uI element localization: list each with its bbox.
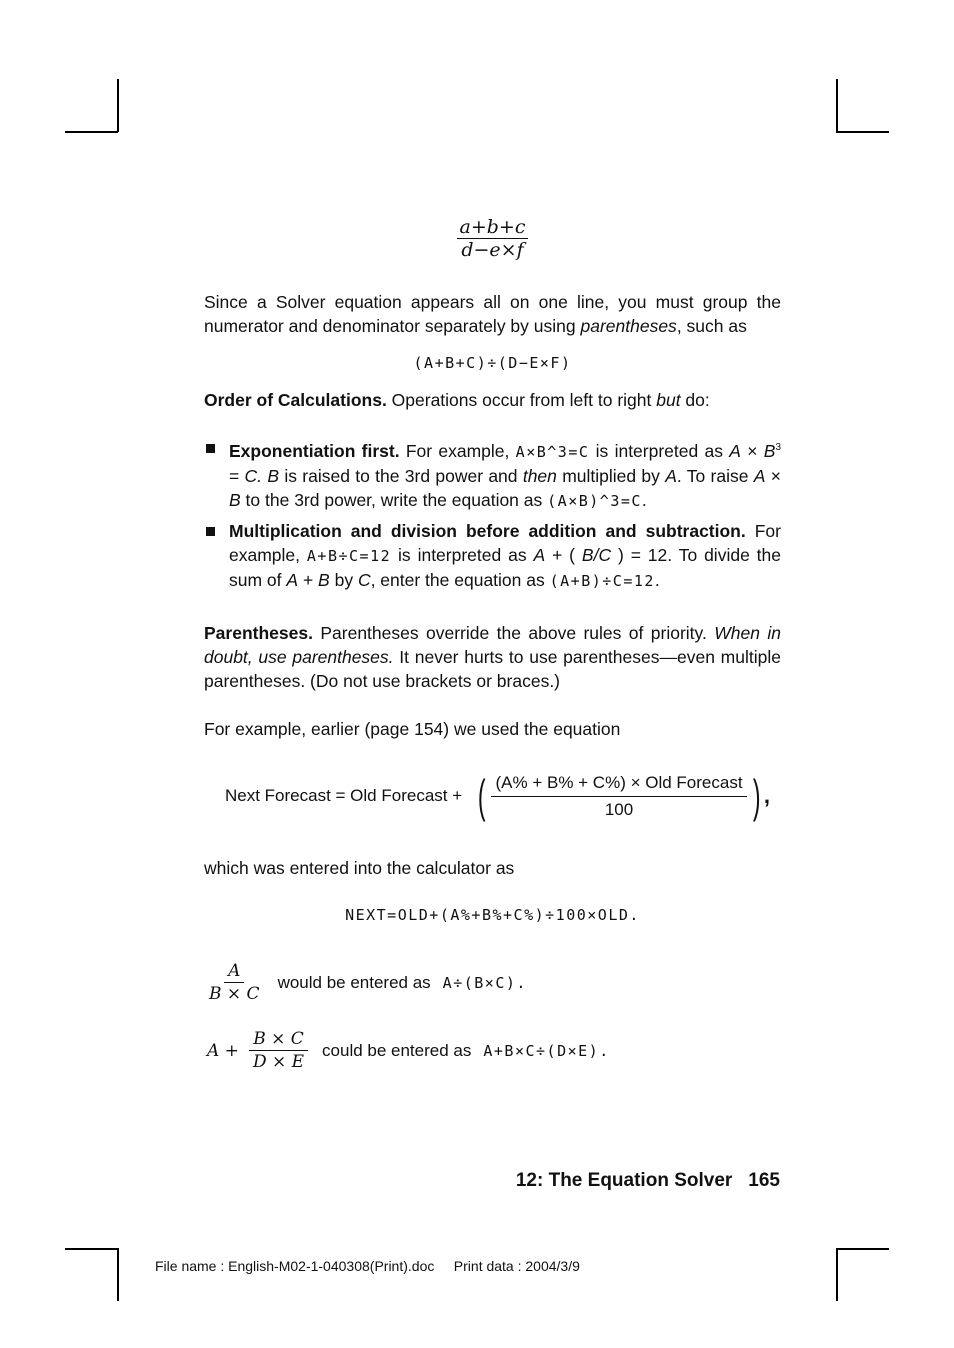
parentheses-heading: Parentheses. bbox=[204, 623, 313, 643]
text: multiplied by bbox=[556, 465, 666, 486]
var: C bbox=[357, 569, 371, 590]
bullet-square-icon bbox=[206, 444, 215, 453]
forecast-numerator: (A% + B% + C%) × Old Forecast bbox=[491, 770, 746, 797]
paragraph-parentheses bbox=[204, 621, 781, 693]
crop-mark-bottom-right-vertical bbox=[836, 1248, 838, 1301]
code: (A+B)÷C=12 bbox=[549, 571, 655, 590]
bullet-heading: Exponentiation first. bbox=[229, 440, 400, 461]
text: + ( bbox=[545, 544, 582, 565]
crop-mark-bottom-right-horizontal bbox=[836, 1248, 889, 1250]
p1-text-end: , such as bbox=[676, 316, 747, 336]
forecast-equation bbox=[225, 766, 770, 826]
text: , enter the equation as bbox=[370, 569, 550, 590]
text: Parentheses override the above rules of priority. bbox=[312, 623, 715, 643]
text: is raised to the 3rd power and bbox=[279, 465, 523, 486]
text: to the 3rd power, write the equation as bbox=[240, 489, 548, 510]
p1-italic: parentheses bbox=[580, 316, 677, 336]
right-paren: ) bbox=[752, 770, 761, 822]
ex2-code: A+B×C÷(D×E). bbox=[483, 1041, 610, 1060]
p1-text: Since a Solver equation appears all on one line, you must group the numerator and denominator separately by using bbox=[204, 292, 781, 336]
page-footer bbox=[516, 1170, 780, 1192]
list-item-exponentiation bbox=[204, 436, 781, 513]
text: ) = 12. To divide the sum of bbox=[229, 544, 782, 590]
crop-mark-bottom-left-horizontal bbox=[65, 1248, 118, 1250]
crop-mark-top-left-vertical bbox=[117, 79, 119, 132]
code-example-grouped: (A+B+C)÷(D−E×F) bbox=[413, 354, 572, 372]
code-example-forecast: NEXT=OLD+(A%+B%+C%)÷100×OLD. bbox=[345, 906, 640, 924]
superscript: 3 bbox=[775, 442, 781, 453]
example-intro: For example, earlier (page 154) we used the equation bbox=[204, 719, 621, 739]
var: C. B bbox=[244, 465, 280, 486]
text: = bbox=[229, 465, 245, 486]
forecast-lhs: Next Forecast = Old Forecast + bbox=[225, 786, 463, 805]
ex1-code: A÷(B×C). bbox=[442, 973, 527, 992]
text: × bbox=[740, 440, 764, 461]
ex2-text: could be entered as bbox=[322, 1040, 472, 1060]
var: A bbox=[286, 569, 299, 590]
text: + bbox=[298, 569, 319, 590]
left-paren: ( bbox=[477, 770, 486, 822]
var: A bbox=[729, 440, 741, 461]
bullet-heading: Multiplication and division before addition and subtraction. bbox=[229, 520, 746, 541]
top-formula bbox=[204, 216, 781, 261]
crop-mark-top-right-horizontal bbox=[836, 131, 889, 133]
var: A bbox=[533, 544, 546, 565]
paragraph-solver-one-line bbox=[204, 290, 781, 338]
entered-as-text: which was entered into the calculator as bbox=[204, 858, 515, 878]
top-formula-denominator: d−e×f bbox=[461, 239, 524, 261]
emphasis: then bbox=[522, 465, 557, 486]
forecast-fraction bbox=[491, 770, 746, 823]
var: B/C bbox=[581, 544, 612, 565]
bullet-square-icon bbox=[206, 527, 215, 536]
list-item-multiplication bbox=[204, 519, 781, 593]
text: For example, bbox=[399, 440, 516, 461]
text: It never hurts to use parentheses—even multiple parentheses. (Do not use brackets or braces.) bbox=[204, 647, 781, 691]
crop-mark-top-right-vertical bbox=[836, 79, 838, 132]
order-heading: Order of Calculations. bbox=[204, 390, 387, 410]
var: A bbox=[753, 465, 766, 486]
text: is interpreted as bbox=[391, 544, 534, 565]
ex1-denominator: B × C bbox=[209, 984, 260, 1004]
order-text-end: do: bbox=[680, 390, 710, 410]
example-fraction-2 bbox=[207, 1028, 610, 1073]
code: (A×B)^3=C bbox=[547, 491, 642, 510]
ex2-denominator: D × E bbox=[252, 1052, 305, 1072]
ex2-lhs: A + bbox=[207, 1040, 239, 1061]
text: is interpreted as bbox=[589, 440, 730, 461]
crop-mark-top-left-horizontal bbox=[65, 131, 118, 133]
var: B bbox=[763, 440, 776, 461]
rules-list bbox=[204, 436, 781, 599]
text: by bbox=[329, 569, 358, 590]
text: . To raise bbox=[676, 465, 754, 486]
var: B bbox=[229, 489, 241, 510]
order-text: Operations occur from left to right bbox=[386, 390, 657, 410]
crop-mark-bottom-left-vertical bbox=[117, 1248, 119, 1301]
text: . bbox=[641, 489, 647, 510]
chapter-title: 12: The Equation Solver bbox=[515, 1170, 733, 1191]
page-number: 165 bbox=[748, 1170, 780, 1191]
var: B bbox=[318, 569, 330, 590]
order-italic: but bbox=[656, 390, 681, 410]
var: A bbox=[665, 465, 677, 486]
text: . bbox=[654, 569, 660, 590]
code: A+B÷C=12 bbox=[306, 546, 392, 565]
ex1-text: would be entered as bbox=[277, 972, 431, 992]
text: For example, bbox=[229, 520, 781, 565]
text: × bbox=[765, 465, 781, 486]
top-formula-numerator: a+b+c bbox=[457, 216, 529, 239]
ex1-numerator: A bbox=[224, 960, 244, 983]
emphasis: When in doubt, use parentheses. bbox=[204, 623, 782, 667]
forecast-denominator: 100 bbox=[604, 799, 634, 819]
example-fraction-1 bbox=[205, 960, 527, 1005]
ex2-numerator: B × C bbox=[249, 1028, 308, 1051]
file-info: File name : English-M02-1-040308(Print).doc Print data : 2004/3/9 bbox=[155, 1258, 580, 1274]
code: A×B^3=C bbox=[515, 442, 590, 461]
order-of-calculations bbox=[204, 388, 781, 412]
forecast-comma: , bbox=[763, 783, 770, 808]
